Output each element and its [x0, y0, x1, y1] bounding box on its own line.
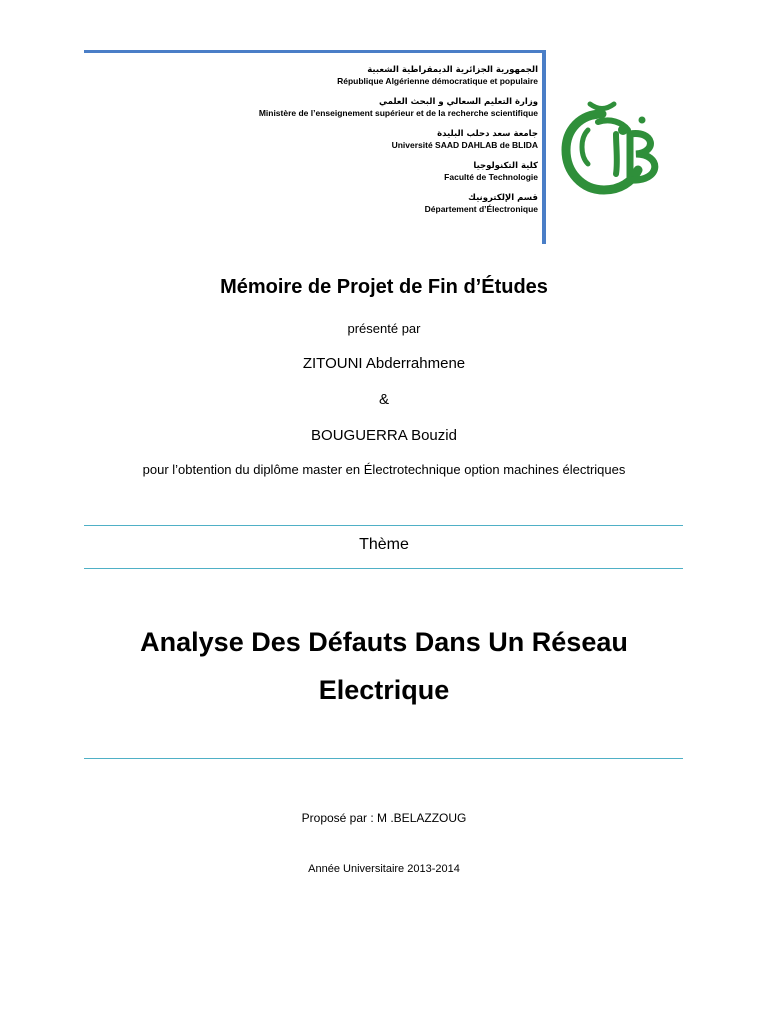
theme-label: Thème	[359, 536, 409, 553]
header-faculty-ar: كلية التكنولوجيا	[473, 161, 538, 171]
thesis-title: Analyse Des Défauts Dans Un Réseau Electrique	[140, 627, 628, 705]
header-republic	[98, 64, 538, 87]
header-faculty-fr: Faculté de Technologie	[444, 172, 538, 182]
author-1: ZITOUNI Abderrahmene	[302, 355, 466, 372]
header-university-ar: جامعة سعد دحلب البليدة	[437, 129, 538, 139]
header-department	[98, 192, 538, 215]
header-ministry-ar: وزارة التعليم السعالي و البحث العلمي	[379, 97, 538, 107]
institution-header	[98, 64, 538, 224]
memoire-title: Mémoire de Projet de Fin d’Études	[220, 276, 548, 298]
theme-bottom-rule	[84, 568, 683, 569]
header-top-rule	[84, 50, 546, 53]
academic-year: Année Universitaire 2013-2014	[308, 863, 460, 875]
header-republic-fr: République Algérienne démocratique et populaire	[337, 76, 538, 86]
header-republic-ar: الجمهورية الجزائرية الديمقراطية الشعبية	[367, 65, 538, 75]
header-university	[98, 128, 538, 151]
header-department-ar: قسم الإلكترونيك	[468, 193, 538, 203]
header-ministry-fr: Ministère de l’enseignement supérieur et de la recherche scientifique	[258, 108, 538, 118]
theme-top-rule	[84, 525, 683, 526]
presente-par-label: présenté par	[347, 321, 421, 336]
title-bottom-rule	[84, 758, 683, 759]
author-2: BOUGUERRA Bouzid	[311, 427, 457, 444]
header-side-rule	[542, 50, 546, 244]
header-faculty	[98, 160, 538, 183]
ampersand: &	[378, 391, 389, 408]
header-ministry	[98, 96, 538, 119]
university-logo-icon	[558, 100, 670, 200]
header-university-fr: Université SAAD DAHLAB de BLIDA	[391, 140, 538, 150]
diploma-statement: pour l’obtention du diplôme master en Électrotechnique option machines électriques	[142, 462, 626, 477]
header-department-fr: Département d’Électronique	[424, 204, 538, 214]
supervisor-line: Proposé par : M .BELAZZOUG	[301, 811, 467, 825]
